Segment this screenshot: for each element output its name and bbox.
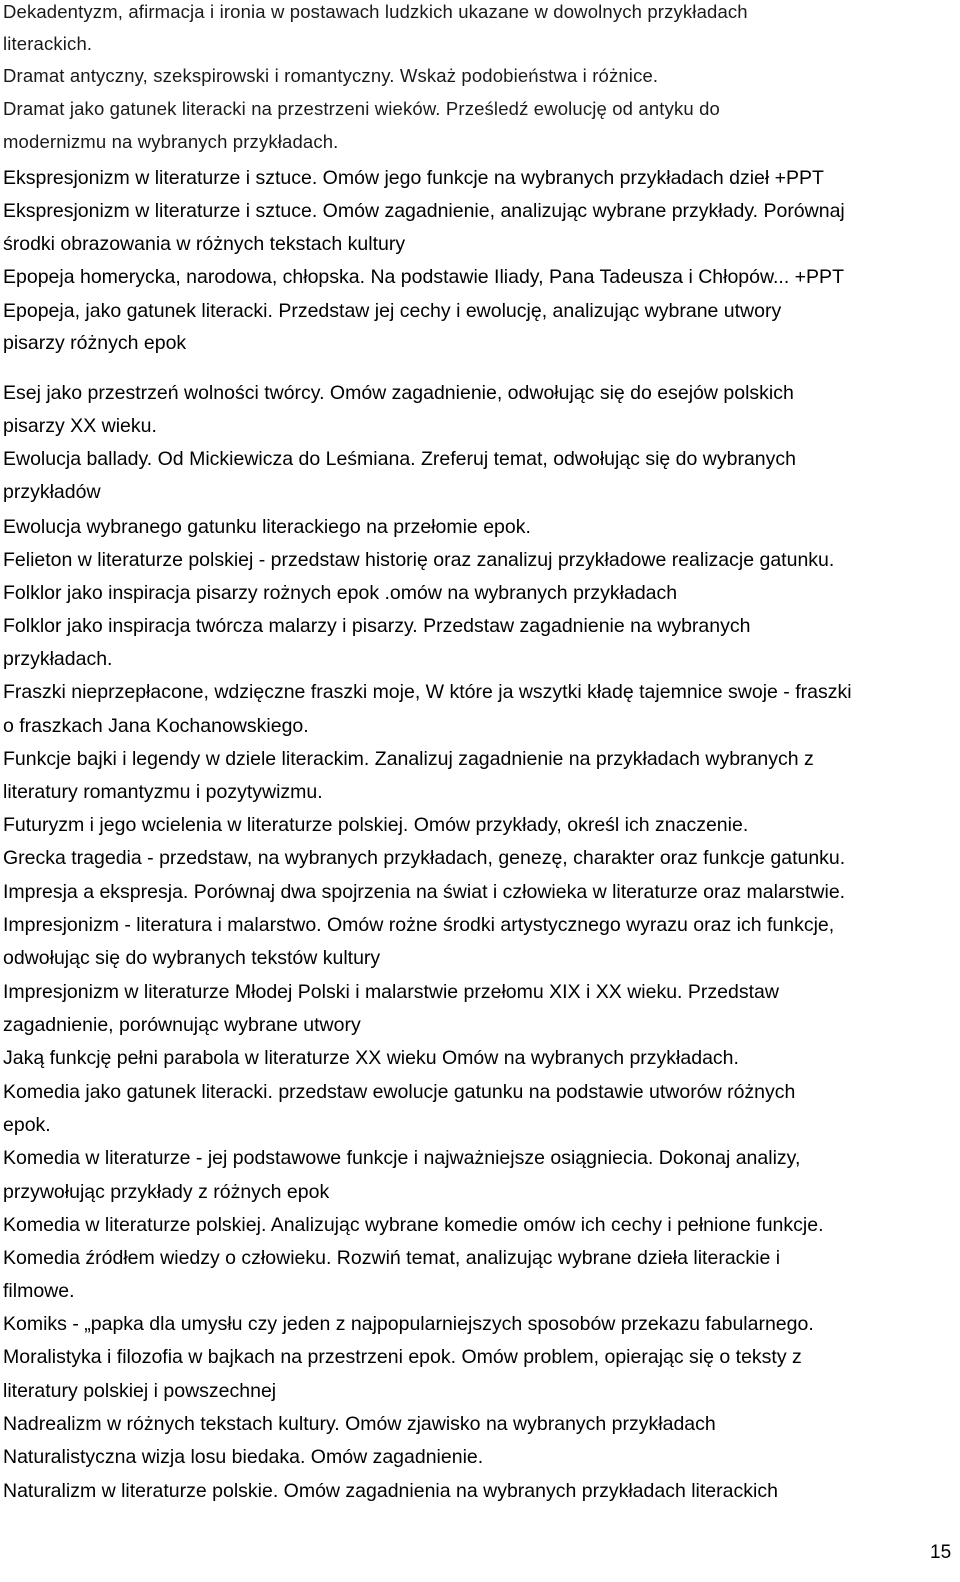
text-line: Impresjonizm w literaturze Młodej Polski i malarstwie przełomu XIX i XX wieku. Przedstaw [3,981,779,1003]
text-line: Epopeja homerycka, narodowa, chłopska. Na podstawie Iliady, Pana Tadeusza i Chłopów... +PPT [3,266,844,288]
text-line: Dramat jako gatunek literacki na przestrzeni wieków. Prześledź ewolucję od antyku do [3,98,720,119]
text-line: Impresja a ekspresja. Porównaj dwa spojrzenia na świat i człowieka w literaturze oraz malarstwie. [3,881,846,903]
text-line: przykładach. [3,648,113,670]
text-line: Ekspresjonizm w literaturze i sztuce. Omów zagadnienie, analizując wybrane przykłady. Porównaj [3,200,845,222]
text-line: Dekadentyzm, afirmacja i ironia w postawach ludzkich ukazane w dowolnych przykładach [3,1,748,22]
text-line: Folklor jako inspiracja twórcza malarzy i pisarzy. Przedstaw zagadnienie na wybranych [3,615,751,637]
text-line: pisarzy XX wieku. [3,415,157,437]
text-line: Komedia w literaturze polskiej. Analizując wybrane komedie omów ich cechy i pełnione funkcje. [3,1214,824,1236]
text-line: Folklor jako inspiracja pisarzy rożnych epok .omów na wybranych przykładach [3,582,678,604]
text-line: Epopeja, jako gatunek literacki. Przedstaw jej cechy i ewolucję, analizując wybrane utwory [3,300,782,322]
page-number: 15 [930,1542,952,1563]
text-line: Jaką funkcję pełni parabola w literaturze XX wieku Omów na wybranych przykładach. [3,1047,739,1069]
text-line: Moralistyka i filozofia w bajkach na przestrzeni epok. Omów problem, opierając się o teksty z [3,1346,802,1368]
text-line: literackich. [3,33,93,54]
text-line: filmowe. [3,1280,75,1302]
text-line: Naturalistyczna wizja losu biedaka. Omów zagadnienie. [3,1446,484,1468]
text-line: Felieton w literaturze polskiej - przedstaw historię oraz zanalizuj przykładowe realizacje gatunku. [3,549,835,571]
text-line: Komiks - „papka dla umysłu czy jeden z najpopularniejszych sposobów przekazu fabularnego. [3,1313,814,1335]
text-line: Dramat antyczny, szekspirowski i romantyczny. Wskaż podobieństwa i różnice. [3,65,659,86]
text-line: epok. [3,1114,51,1136]
text-line: Ewolucja ballady. Od Mickiewicza do Leśmiana. Zreferuj temat, odwołując się do wybranych [3,448,796,470]
text-line: Komedia w literaturze - jej podstawowe funkcje i najważniejsze osiągniecia. Dokonaj analizy, [3,1147,801,1169]
text-line: środki obrazowania w różnych tekstach kultury [3,233,406,255]
text-line: Futuryzm i jego wcielenia w literaturze polskiej. Omów przykłady, określ ich znaczenie. [3,814,749,836]
text-line: Funkcje bajki i legendy w dziele literackim. Zanalizuj zagadnienie na przykładach wybranych z [3,748,814,770]
text-line: pisarzy różnych epok [3,332,187,354]
text-line: przykładów [3,481,101,503]
text-line: Fraszki nieprzepłacone, wdzięczne fraszki moje, W które ja wszytki kładę tajemnice swoje - fraszki [3,681,852,703]
text-line: Naturalizm w literaturze polskie. Omów zagadnienia na wybranych przykładach literackich [3,1480,778,1502]
text-line: Ewolucja wybranego gatunku literackiego na przełomie epok. [3,516,531,538]
text-line: literatury polskiej i powszechnej [3,1380,277,1402]
text-line: Komedia źródłem wiedzy o człowieku. Rozwiń temat, analizując wybrane dzieła literackie i [3,1247,781,1269]
text-line: Nadrealizm w różnych tekstach kultury. Omów zjawisko na wybranych przykładach [3,1413,716,1435]
text-line: Ekspresjonizm w literaturze i sztuce. Omów jego funkcje na wybranych przykładach dzieł +PPT [3,167,824,189]
text-line: literatury romantyzmu i pozytywizmu. [3,781,323,803]
text-line: zagadnienie, porównując wybrane utwory [3,1014,361,1036]
text-line: Grecka tragedia - przedstaw, na wybranych przykładach, genezę, charakter oraz funkcje gatunku. [3,847,846,869]
text-line: Komedia jako gatunek literacki. przedstaw ewolucje gatunku na podstawie utworów różnych [3,1081,796,1103]
text-line: Esej jako przestrzeń wolności twórcy. Omów zagadnienie, odwołując się do esejów polskich [3,382,794,404]
text-line: Impresjonizm - literatura i malarstwo. Omów rożne środki artystycznego wyrazu oraz ich funkcje, [3,914,835,936]
text-line: odwołując się do wybranych tekstów kultury [3,947,381,969]
text-line: przywołując przykłady z różnych epok [3,1181,330,1203]
text-line: modernizmu na wybranych przykładach. [3,131,339,152]
text-line: o fraszkach Jana Kochanowskiego. [3,715,309,737]
